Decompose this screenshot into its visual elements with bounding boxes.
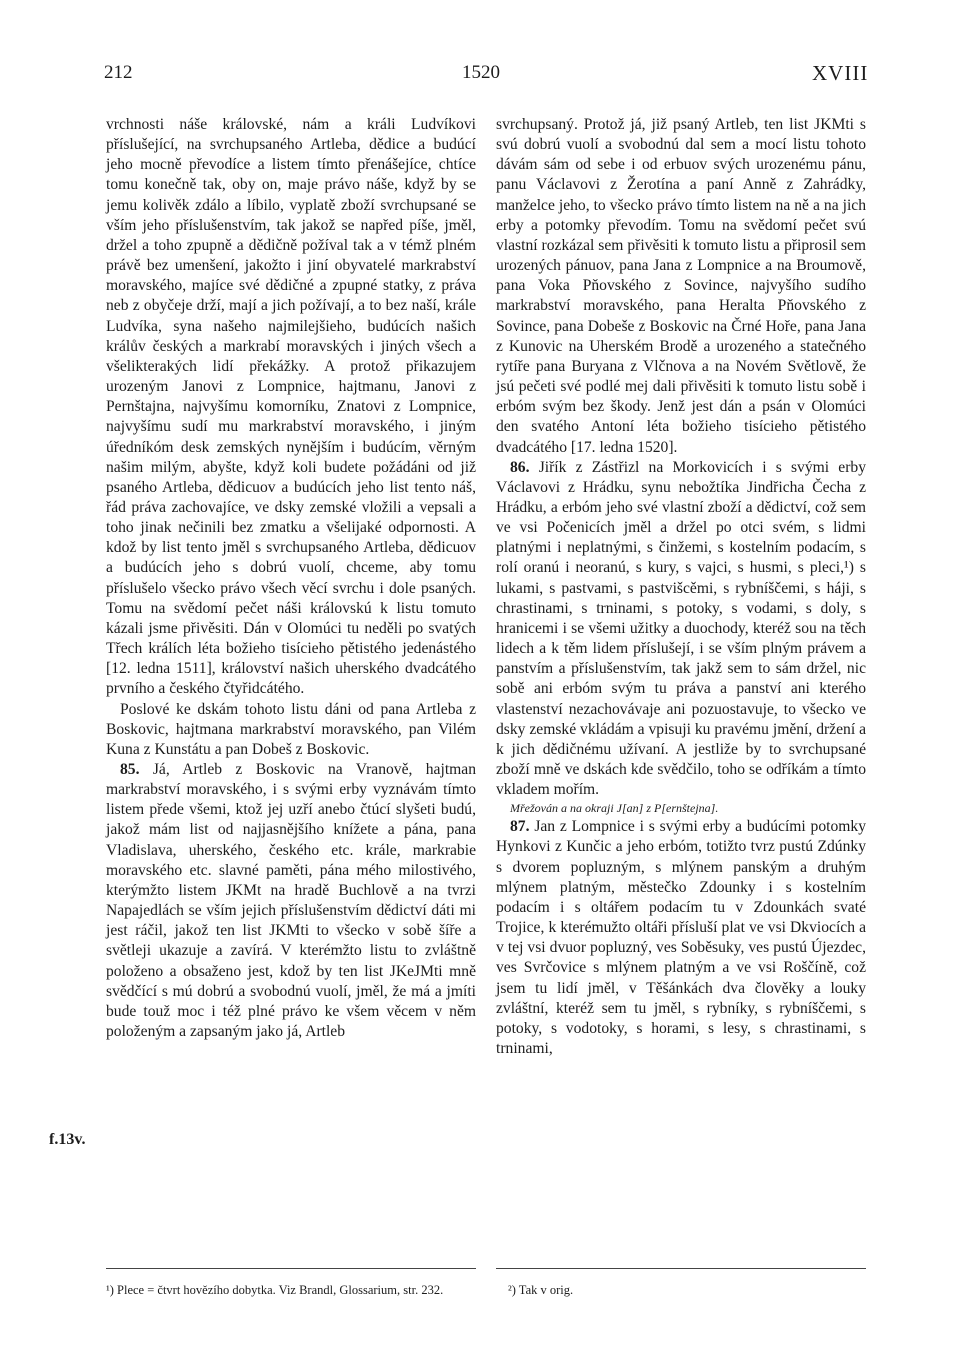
paragraph: svrchupsaný. Protož já, již psaný Artleb, ten list JKMti s svú dobrú vuolí a svobodnú dal sem a mocí listu tohoto dávám sám od sebe i od erbuov svých urozenému pánu, panu Václavovi z Žerotína a paní Anně z Zahrádky, manželce jeho, to všecko právo tímto listem na ně a na jich erby a potomky převodím. Tomu na svědomí pečet svú vlastní rozkázal sem přivěsiti k tomuto listu a připrosil sem urozených pánuov, pana Jana z Lompnice a na Broumově, pana Voka Pňovského z Sovince, najvyšího sudího markrabství moravského, pana Heralta Pňovského z Sovince, pana Dobeše z Boskovic na Črné Hoře, pana Jana z Kunovic na Uherském Brodě a urozeného a statečného rytíře pana Buryana z Vlčnova a na Novém Světlově, že jsú pečeti své podlé mej dali přivěsiti k tomuto listu sobě i erbóm svým bez škody. Jenž jest dán a psán v Olomúci den svatého Antoní léta božieho tisícieho pětistého dvadcátého [17. ledna 1520]. — [496, 116, 866, 456]
page-number: 212 — [104, 62, 133, 83]
footnote-rule — [496, 1268, 866, 1269]
footnote-right: ²) Tak v orig. — [508, 1283, 574, 1297]
editorial-note: Mřežován a na okraji J[an] z P[ernštejna]. — [510, 801, 719, 816]
entry-number: 86. — [510, 458, 530, 476]
left-column — [106, 115, 476, 1042]
entry-number: 87. — [510, 818, 530, 836]
paragraph: Poslové ke dskám tohoto listu dáni od pana Artleba z Boskovic, hajtmana markrabství moravského, pan Vilém Kuna z Kunstátu a pan Dobeš z Boskovic. — [106, 700, 476, 758]
entry-text: Já, Artleb z Boskovic na Vranově, hajtman markrabství moravského, i s svými erby vyznávám tímto listem přede všemi, ktož jej uzří anebo čtúcí slyšeti budú, jakož mám list od najjasnějšího knížete a pána, pana Vladislava, uherského, českého etc. krále, markrabie moravského etc. slavné paměti, pána mého milostivého, kterýmžto listem JKMt na hradě Buchlově a na tvrzi Napajedlách se vším jejich příslušenstvím dědictví dáti mi jest ráčil, jakož ten list JKMti to všecko v sobě šíře a světleji ukazuje a zavírá. V kterémžto listu to zvláštně položeno a obsaženo jest, kdož by ten list JKeJMti mně svědčící s mú dobrú a svobodnú vuolí, jměl, že má a jmíti bude touž moc i též plné právo ke všem věcem v něm položeným a zapsaným jako já, Artleb — [106, 761, 476, 1041]
entry-85 — [106, 760, 476, 1042]
entry-86 — [496, 458, 866, 801]
entry-text: Jiřík z Zástřizl na Morkovicích i s svými erby Václavovi z Hrádku, synu nebožtíka Jindřicha Čecha z Hrádku, a erbóm jeho své vlastní zboží a dědictví, což sem ve vsi Počenicích jměl a držel po otci svém, s lidmi platnými i neplatnými, s činžemi, s kostelním podacím, s rolí oranú i neoranú, s kury, s vajci, s husmi, s pleci,¹) s lukami, s pastvami, s pastvišcěmi, s rybníščemi, s háji, s chrastinami, s trninami, s potoky, s vodami, s doly, s hranicemi i se všemi užitky a duochody, kteréž sou na těch lidech a k těm lidem příslušejí, i se vším plným právem a panstvím a příslušenstvím, tak jakž sem to sám držel, nic sobě ani erbóm svým tu práva a panství ani kterého vlastenství nezachovávaje ani pozuostavuje, to všecko ve dsky zemské vkládám a vpisuji ku pravému jmění, držení a k jich dědičnému užívaní. A jestliže by to svrchupsané zboží mně ve dskách kde svědčilo, toho se odříkám a tímto vkladem mořím. — [496, 458, 866, 799]
entry-87 — [496, 817, 866, 1059]
section-numeral: XVIII — [812, 61, 869, 85]
footnote-left: ¹) Plece = čtvrt hovězího dobytka. Viz Brandl, Glossarium, str. 232. — [106, 1283, 444, 1297]
right-column — [496, 115, 866, 1059]
running-year: 1520 — [462, 62, 500, 83]
entry-text: Jan z Lompnice i s svými erby a budúcími potomky Hynkovi z Kunčic a jeho erbóm, totižto tvrz pustú Zdúnky s dvorem popluzným, s mlýnem panským a druhým mlýnem platným, městečko Zdounky i s kostelním podacím i s oltářem podacím tu v Zdounkách svaté Trojice, k kterémužto oltáři přísluší plat ve vsi Dkviocích a v tej vsi dvuor popluzný, ves Soběsuky, ves pustú Újezdec, ves Svrčovice s mlýnem platným a ve vsi Roščíně, což jsem tu lidí jměl, v Těšánkách dva člověky a louky zvláštní, kteréž sem tu jměl, s rybníky, s rybníščemi, s potoky, s vodotoky, s horami, s lesy, s chrastinami, s trninami, — [496, 818, 866, 1058]
paragraph: vrchnosti náše královské, nám a králi Ludvíkovi příslušející, na svrchupsaného Artleba, dědice a budúcí jeho mocně převodíce a listem tímto přenášejíce, chtíce tomu konečně tak, oby on, maje právo náše, když by se jemu kolivěk zdálo a líbilo, vyplatě zboží svrchupsané se vším jeho příslušenstvím, tak jakož se napřed píše, jměl, držel a toho zpupně a dědičně požíval tak a v témž plném právě bez umenšení, jakožto i jiní obyvatelé markrabství moravského, majíce své dědičné a zpupné statky, z práva neb z obyčeje drží, mají a jich požívají, a to bez naší, krále Ludvíka, syna našeho najmilejšieho, budúcích našich králův českých a markrabí moravských i jiných všech a všelikterakých lidí překážky. A protož přikazujem urozeným Janovi z Lompnice, hajtmanu, Janovi z Pernštajna, najvyšímu komorníku, Znatovi z Lompnice, najvyšímu sudí mu markrabství moravského, i jiným úředníkóm desk zemských nynějším i budúcím, věrným našim milým, abyšte, když koli budete požádáni od již psaného Artleba, dědicuov a budúcích jeho list tento náš, řád práva zachovajíce, ve dsky zemské vložili a vepsali a toho jinak nečinili bez zmatku a všelijaké odpornosti. A kdož by list tento jměl s svrchupsaného Artleba, dědicuov a budúcích jeho s dobrú vuolí, chceme, aby tomu příslušelo všecko právo všech věcí svrchu i dole psaných. Tomu na svědomí pečet náši královskú k listu tomuto kázali jsme přivěsiti. Dán v Olomúci tu neděli po svatých Třech králích léta božieho tisícieho pětistého jedenástého [12. ledna 1511], království našich uherského dvadcátého prvního a českého čtyřidcátého. — [106, 116, 476, 698]
folio-margin-note: f.13v. — [49, 1131, 86, 1148]
footnote-rule — [106, 1268, 476, 1269]
entry-number: 85. — [120, 761, 140, 778]
